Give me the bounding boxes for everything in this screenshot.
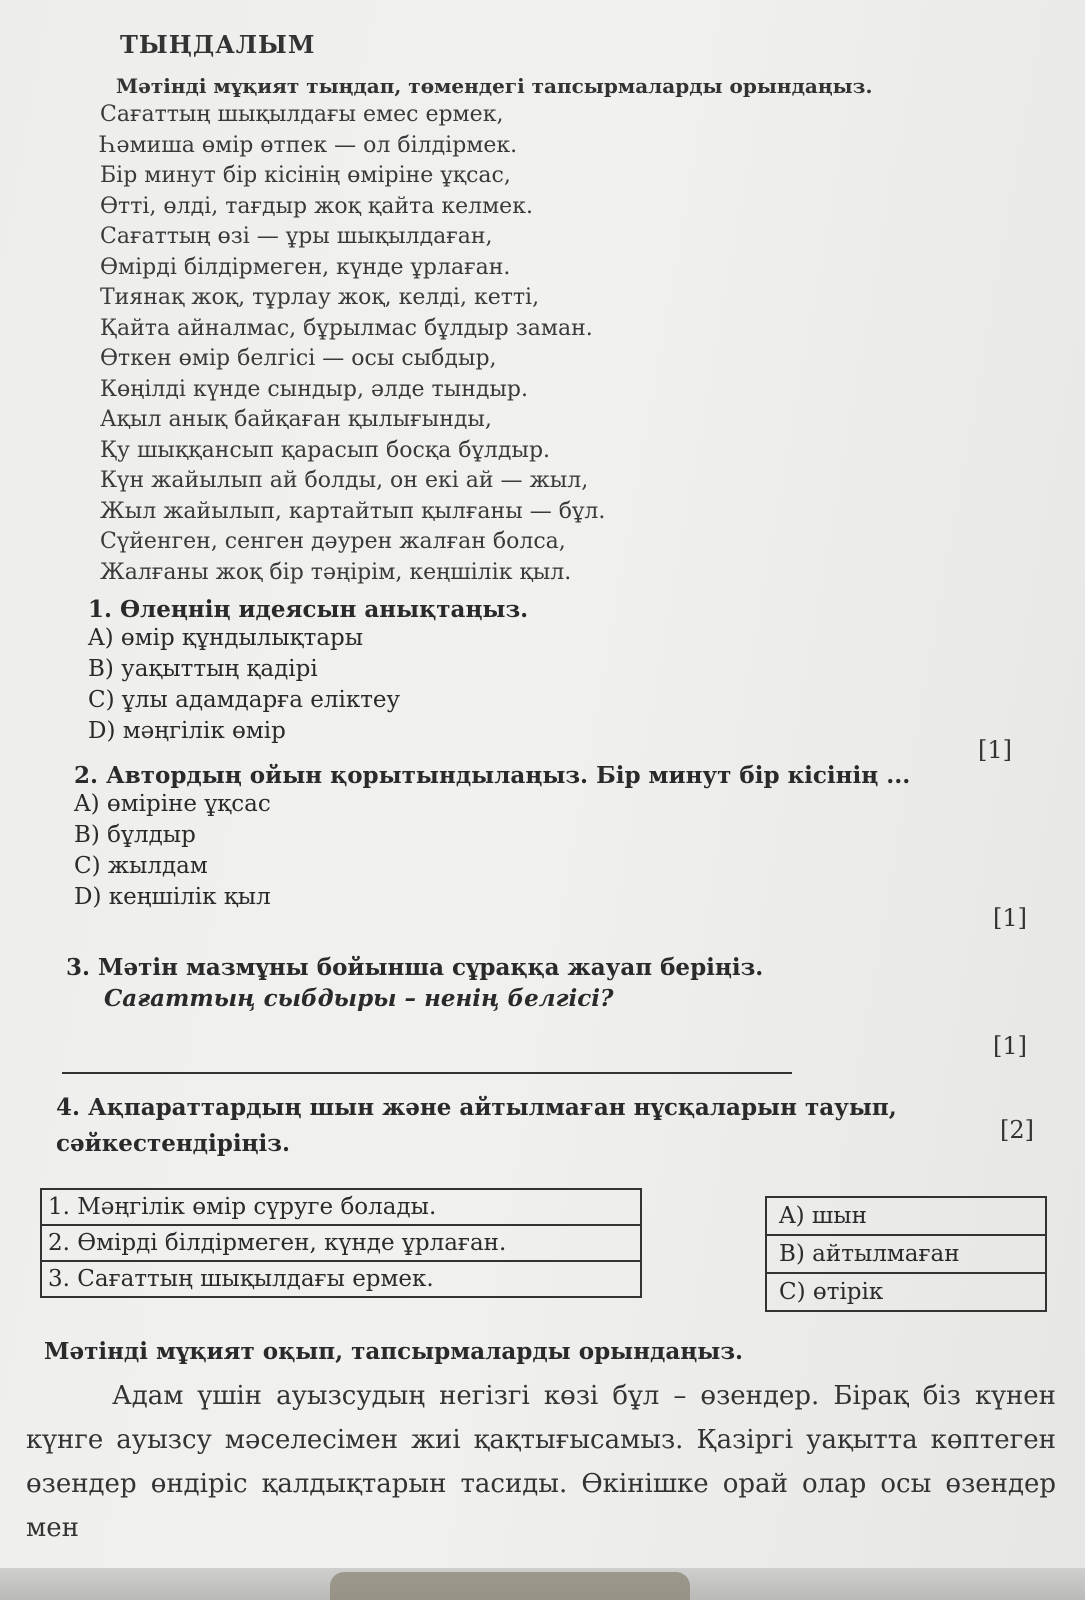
poem-line: Қайта айналмас, бұрылмас бұлдыр заман. — [100, 315, 593, 341]
poem-line: Бір минут бір кісінің өміріне ұқсас, — [100, 163, 511, 188]
table-row — [41, 1189, 641, 1225]
reading-body: Адам үшін ауызсудың негізгі көзі бұл – өзендер. Бірақ біз күнен күнге ауызсу мәселесімен жиі қақтығысамыз. Қазіргі уақытта көптеген өзендер өндіріс қалдықтарын тасиды. Өкінішке орай олар осы өзендер мен — [26, 1381, 1056, 1543]
question-1-option-c[interactable]: C) ұлы адамдарға еліктеу — [88, 687, 401, 713]
question-2-option-d[interactable]: D) кеңшілік қыл — [74, 884, 271, 910]
answer-cell[interactable]: A) шын — [766, 1197, 1046, 1235]
statement-cell[interactable]: 2. Өмірді білдірмеген, күнде ұрлаған. — [41, 1225, 641, 1261]
poem-line: Қу шыққансып қарасып босқа бұлдыр. — [100, 437, 551, 463]
question-1 — [88, 596, 528, 747]
poem-line: Өмірді білдірмеген, күнде ұрлаған. — [100, 254, 511, 280]
question-2-title: 2. Автордың ойын қорытындылаңыз. Бір минут бір кісінің ... — [74, 762, 911, 789]
question-2-mark: [1] — [993, 904, 1027, 932]
page-title: ТЫҢДАЛЫМ — [120, 30, 316, 59]
poem — [100, 100, 660, 588]
poem-line: Һәмиша өмір өтпек — ол білдірмек. — [100, 132, 518, 158]
poem-line: Сүйенген, сенген дәурен жалған болса, — [100, 529, 566, 554]
question-4-title: 4. Ақпараттардың шын және айтылмаған нұсқаларын тауып, сәйкестендіріңіз. — [56, 1094, 897, 1157]
table-row — [766, 1197, 1046, 1235]
question-2-option-a[interactable]: A) өміріне ұқсас — [74, 791, 271, 817]
question-1-mark: [1] — [978, 736, 1012, 764]
poem-line: Көңілді күнде сындыр, әлде тындыр. — [100, 376, 529, 402]
table-row — [41, 1225, 641, 1261]
listening-instruction: Мәтінді мұқият тыңдап, төмендегі тапсырмаларды орындаңыз. — [116, 74, 873, 98]
question-4-mark: [2] — [1000, 1116, 1034, 1144]
question-3-subtitle: Сағаттың сыбдыры – ненің белгісі? — [104, 985, 614, 1012]
answer-cell[interactable]: B) айтылмаған — [766, 1235, 1046, 1273]
poem-line: Өтті, өлді, тағдыр жоқ қайта келмек. — [100, 193, 533, 219]
statement-cell[interactable]: 1. Мәңгілік өмір сүруге болады. — [41, 1189, 641, 1225]
table-row — [766, 1235, 1046, 1273]
question-1-option-d[interactable]: D) мәңгілік өмір — [88, 718, 286, 744]
question-1-option-a[interactable]: A) өмір құндылықтары — [88, 625, 364, 651]
answers-table — [765, 1196, 1047, 1312]
poem-line: Жалғаны жоқ бір тәңірім, кеңшілік қыл. — [100, 559, 572, 585]
question-3-mark: [1] — [993, 1032, 1027, 1060]
answer-cell[interactable]: C) өтірік — [766, 1273, 1046, 1311]
question-4 — [56, 1090, 956, 1162]
question-1-title: 1. Өлеңнің идеясын анықтаңыз. — [88, 596, 529, 623]
poem-line: Жыл жайылып, картайтып қылғаны — бұл. — [100, 498, 606, 524]
question-3-title: 3. Мәтін мазмұны бойынша сұраққа жауап беріңіз. — [66, 954, 764, 981]
question-3 — [66, 954, 763, 1012]
answer-line[interactable] — [62, 1072, 792, 1074]
poem-line: Өткен өмір белгісі — осы сыбдыр, — [100, 346, 497, 371]
table-row — [766, 1273, 1046, 1311]
question-1-option-b[interactable]: B) уақыттың қадірі — [88, 656, 318, 682]
question-2-option-c[interactable]: C) жылдам — [74, 853, 208, 879]
poem-line: Тиянақ жоқ, тұрлау жоқ, келді, кетті, — [100, 285, 540, 310]
question-2-option-b[interactable]: B) бұлдыр — [74, 822, 196, 848]
statements-table — [40, 1188, 642, 1298]
table-row — [41, 1261, 641, 1297]
statement-cell[interactable]: 3. Сағаттың шықылдағы ермек. — [41, 1261, 641, 1297]
poem-line: Сағаттың өзі — ұры шықылдаған, — [100, 224, 493, 249]
desk-object — [330, 1572, 690, 1600]
question-2 — [74, 762, 910, 913]
poem-line: Күн жайылып ай болды, он екі ай — жыл, — [100, 468, 589, 493]
poem-line: Сағаттың шықылдағы емес ермек, — [100, 102, 504, 127]
reading-title: Мәтінді мұқият оқып, тапсырмаларды орындаңыз. — [44, 1338, 744, 1365]
poem-line: Ақыл анық байқаған қылығынды, — [100, 407, 492, 432]
